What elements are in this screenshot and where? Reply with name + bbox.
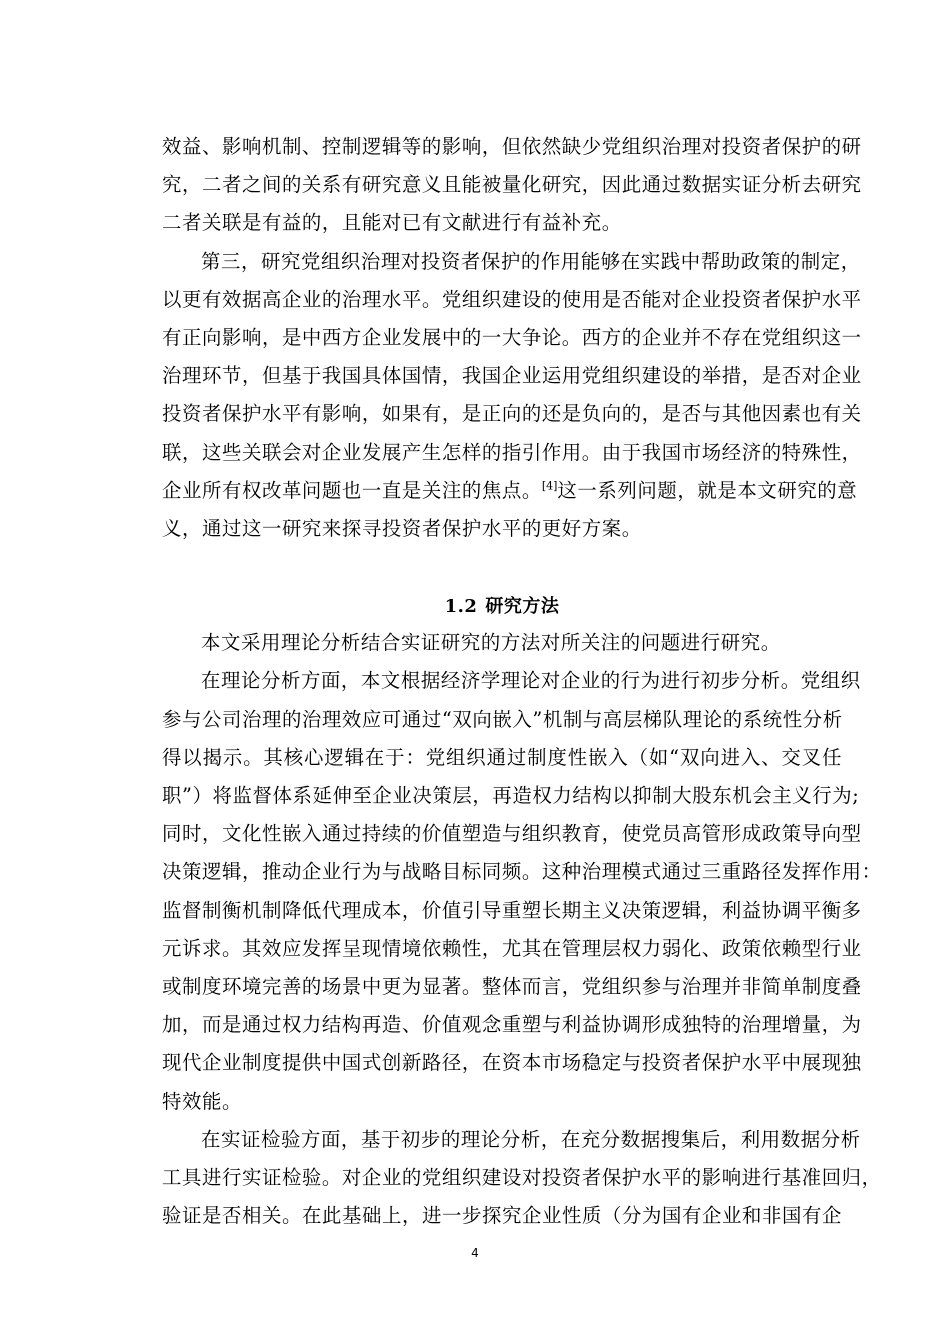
paragraph-continuation — [162, 128, 862, 243]
section-heading — [162, 590, 842, 624]
page-number: 4 — [471, 1246, 479, 1260]
citation-reference: [4] — [541, 479, 558, 493]
text-line: 决策逻辑，推动企业行为与战略目标同频。这种治理模式通过三重路径发挥作用： — [162, 860, 882, 884]
text-line: 验证是否相关。在此基础上，进一步探究企业性质（分为国有企业和非国有企 — [162, 1204, 842, 1228]
text-line-with-citation — [162, 472, 858, 510]
text-line: 究，二者之间的关系有研究意义且能被量化研究，因此通过数据实证分析去研究 — [162, 173, 862, 197]
text-line: 效益、影响机制、控制逻辑等的影响，但依然缺少党组织治理对投资者保护的研 — [162, 135, 862, 158]
text-segment: 这一系列问题，就是本文研究的意 — [557, 478, 858, 502]
text-line: 在实证检验方面，基于初步的理论分析，在充分数据搜集后，利用数据分析 — [201, 1127, 861, 1151]
text-line: 现代企业制度提供中国式创新路径，在资本市场稳定与投资者保护水平中展现独 — [162, 1051, 862, 1075]
text-line: 特效能。 — [162, 1089, 242, 1113]
paragraph-empirical-test — [162, 1121, 882, 1236]
text-line: 以更有效据高企业的治理水平。党组织建设的使用是否能对企业投资者保护水平 — [162, 287, 862, 311]
text-line: 得以揭示。其核心逻辑在于：党组织通过制度性嵌入（如“双向进入、交叉任 — [162, 745, 842, 769]
text-line: 参与公司治理的治理效应可通过“双向嵌入”机制与高层梯队理论的系统性分析 — [162, 707, 843, 731]
text-line: 第三，研究党组织治理对投资者保护的作用能够在实践中帮助政策的制定， — [201, 249, 861, 273]
text-line: 投资者保护水平有影响，如果有，是正向的还是负向的，是否与其他因素也有关 — [162, 402, 862, 426]
text-line: 治理环节，但基于我国具体国情，我国企业运用党组织建设的举措，是否对企业 — [162, 364, 862, 388]
text-line: 加，而是通过权力结构再造、价值观念重塑与利益协调形成独特的治理增量，为 — [162, 1013, 862, 1037]
paragraph-third-point — [162, 243, 862, 549]
text-line: 有正向影响，是中西方企业发展中的一大争论。西方的企业并不存在党组织这一 — [162, 326, 862, 350]
text-line: 或制度环境完善的场景中更为显著。整体而言，党组织参与治理并非简单制度叠 — [162, 975, 862, 999]
text-line: 工具进行实证检验。对企业的党组织建设对投资者保护水平的影响进行基准回归， — [162, 1166, 882, 1190]
paragraph-theoretical-analysis — [162, 662, 882, 1120]
text-line: 联，这些关联会对企业发展产生怎样的指引作用。由于我国市场经济的特殊性， — [162, 440, 862, 464]
text-line: 同时，文化性嵌入通过持续的价值塑造与组织教育，使党员高管形成政策导向型 — [162, 822, 862, 846]
page-body — [162, 128, 882, 1235]
paragraph-method-intro — [162, 624, 842, 662]
text-line: 本文采用理论分析结合实证研究的方法对所关注的问题进行研究。 — [201, 631, 781, 655]
text-line: 义，通过这一研究来探寻投资者保护水平的更好方案。 — [162, 517, 642, 541]
text-segment: 企业所有权改革问题也一直是关注的焦点。 — [162, 478, 542, 502]
text-line: 监督制衡机制降低代理成本，价值引导重塑长期主义决策逻辑，利益协调平衡多 — [162, 898, 862, 922]
text-line: 二者关联是有益的，且能对已有文献进行有益补充。 — [162, 211, 622, 235]
section-title-text: 研究方法 — [485, 596, 560, 618]
text-line: 职”）将监督体系延伸至企业决策层，再造权力结构以抑制大股东机会主义行为; — [162, 784, 860, 808]
section-number: 1.2 — [444, 596, 478, 618]
text-line: 元诉求。其效应发挥呈现情境依赖性，尤其在管理层权力弱化、政策依赖型行业 — [162, 936, 862, 960]
text-line: 在理论分析方面，本文根据经济学理论对企业的行为进行初步分析。党组织 — [201, 669, 861, 693]
